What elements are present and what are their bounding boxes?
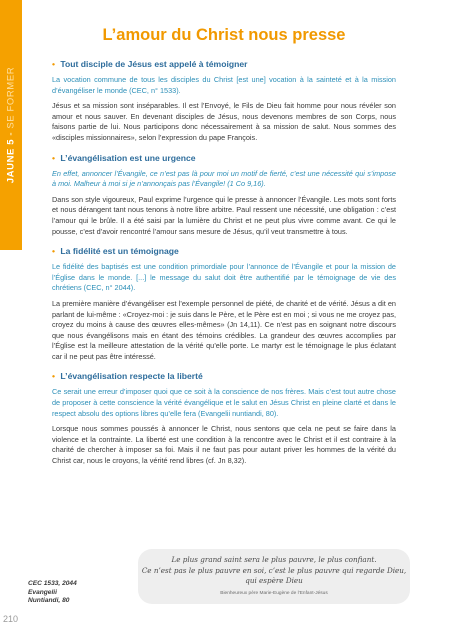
section-heading-text: Tout disciple de Jésus est appelé à témoigner <box>60 59 248 69</box>
page-number: 210 <box>3 614 19 624</box>
bullet-icon: • <box>52 371 56 382</box>
citation-line: Ce n’est pas le plus pauvre en soi, c’est le plus pauvre qui regarde Dieu, <box>141 565 407 575</box>
section-quote: Le fidélité des baptisés est une condition primordiale pour l’annonce de l’Évangile et pour la mission de l’Église dans le monde. [...] le message du salut doit être authentifié par le témoignage de vie des chrétiens (CEC, n° 2044). <box>52 262 396 293</box>
section-heading <box>52 59 396 69</box>
reference-item: Nuntiandi, 80 <box>28 597 70 605</box>
section-paragraph: Dans son style vigoureux, Paul exprime l’urgence qui le presse à annoncer l’Évangile. Les mots sont forts et nous dérangent tant nous tenons à notre libre arbitre. Paul ressent une nécessité, une obligation : c’est l’amour qui le brûle. Il a été saisi par la lumière du Christ et ne peut plus vivre comme avant. Ce qui le pousse, c’est d’avoir rencontré l’amour sans mesure de Jésus, qu’il veut transmettre à tous. <box>52 194 396 236</box>
section-heading <box>52 246 396 256</box>
section-name: JAUNE 5 <box>5 138 17 184</box>
section-quote: En effet, annoncer l’Évangile, ce n’est pas là pour moi un motif de fierté, c’est une nécessité qui s’impose à moi. Malheur à moi si je n’annonçais pas l’Évangile! (1 Co 9,16). <box>52 168 396 189</box>
citation-box <box>138 549 410 604</box>
references <box>28 580 77 606</box>
section-quote: La vocation commune de tous les disciples du Christ [est une] vocation à la sainteté et à la mission d’évangéliser le monde (CEC, n° 1533). <box>52 75 396 95</box>
citation-author: Bienheureux père Marie-Eugène de l’Enfant-Jésus <box>220 590 328 596</box>
section-heading <box>52 153 396 163</box>
section-paragraph: Jésus et sa mission sont inséparables. Il est l’Envoyé, le Fils de Dieu fait homme pour nous révéler son amour et nous sauver. En devenant disciples de Jésus, nous devenons membres de son Corps, nous faisons partie de lui. Nous participons donc nécessairement à sa mission de salut. Nous sommes des «disciples missionnaires», selon l’expression du pape François. <box>52 101 396 142</box>
reference-item: CEC 1533, 2044 <box>28 580 77 587</box>
subsection-name: SE FORMER <box>5 66 17 129</box>
citation-line: Le plus grand saint sera le plus pauvre, le plus confiant. <box>171 555 377 564</box>
page-title: L’amour du Christ nous presse <box>102 26 346 44</box>
bullet-icon: • <box>52 246 56 257</box>
section-color-bar <box>0 0 22 250</box>
section-paragraph: La première manière d’évangéliser est l’exemple personnel de piété, de charité et de vérité. Jésus a dit en parlant de lui-même : «Croyez-moi : je suis dans le Père, et le Père est en moi ; si vous ne me croyez pas, croyez du moins à cause des œuvres elles-mêmes» (Jn 14,11). Ce n’est pas en soignant notre discours que nous évangélisons mais en étant des témoins crédibles. La grandeur des œuvres accomplies par l’Église est la meilleure attestation de la vérité qu’elle porte. Le martyr est le témoignage le plus éclatant car il ne peut pas être intéressé. <box>52 298 396 361</box>
section-heading <box>52 371 396 381</box>
section-heading-text: La fidélité est un témoignage <box>60 246 179 257</box>
sidebar <box>0 0 22 641</box>
section-label <box>6 67 17 183</box>
page-content <box>52 26 396 472</box>
section-quote: Ce serait une erreur d’imposer quoi que ce soit à la conscience de nos frères. Mais c’est tout autre chose de proposer à cette conscience la vérité évangélique et le salut en Jésus Christ en pleine clarté et dans le respect absolu des options libres qu’elle fera (Evangelii nuntiandi, 80). <box>52 387 396 418</box>
section-paragraph: Lorsque nous sommes poussés à annoncer le Christ, nous sentons que cela ne peut se faire dans la violence et la contrainte. La liberté est une condition à la rencontre avec le Christ et il est contraire à la charité de chercher à imposer sa foi. Mais il ne faut pas pour autant priver les hommes de la vérité du Christ car, nous le croyons, la vérité rend libres (cf. Jn 8,32). <box>52 424 396 466</box>
reference-item: Evangelii <box>28 588 57 596</box>
section-separator: - <box>5 128 17 139</box>
section-heading-text: L’évangélisation est une urgence <box>60 152 196 163</box>
citation-line: qui espère Dieu <box>245 576 303 585</box>
bullet-icon: • <box>52 152 56 163</box>
section-heading-text: L’évangélisation respecte la liberté <box>60 371 203 382</box>
bullet-icon: • <box>52 59 56 69</box>
